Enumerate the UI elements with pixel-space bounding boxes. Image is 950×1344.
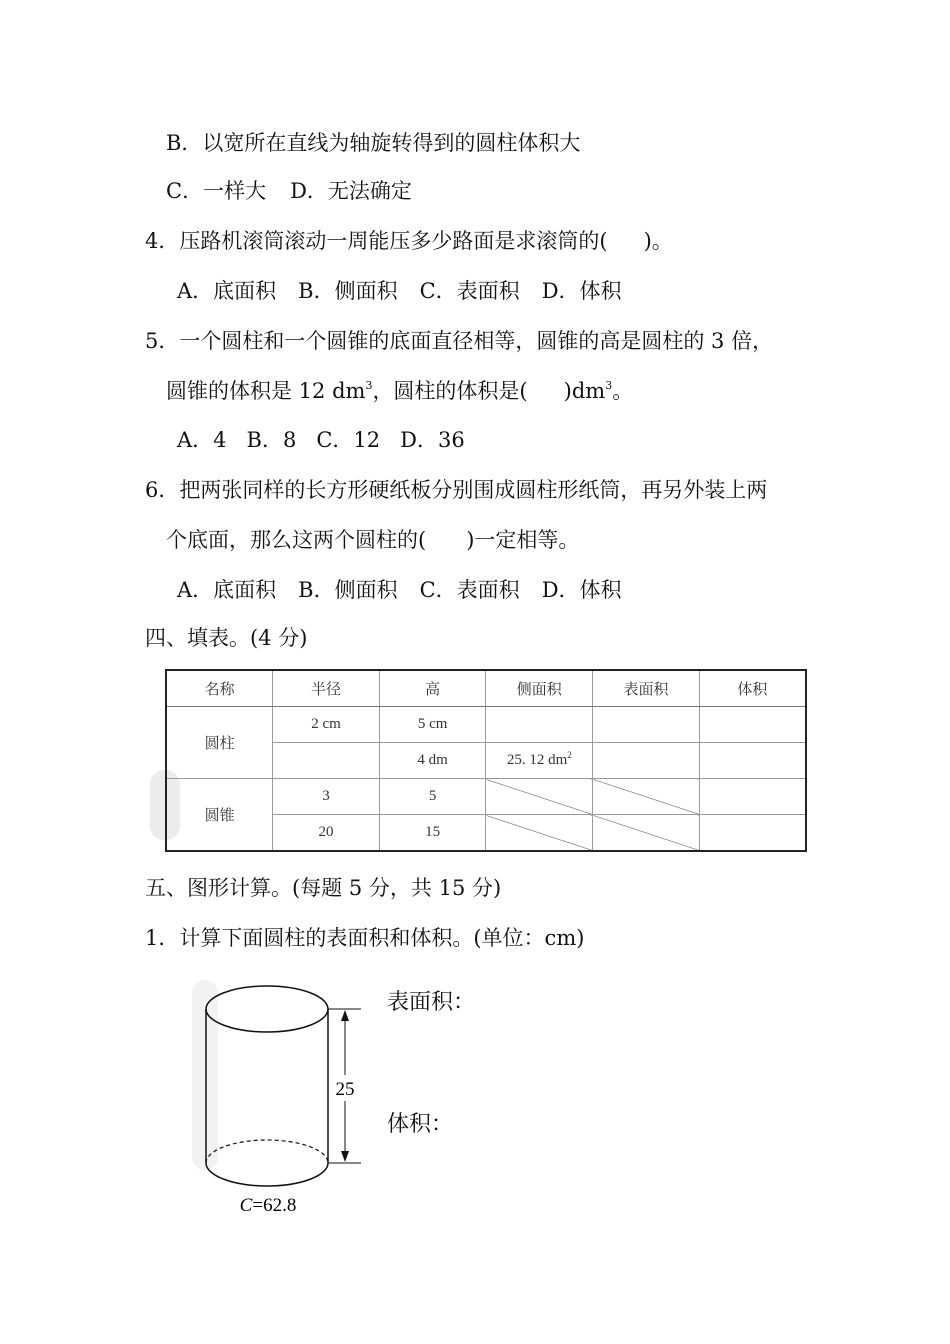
q5-line1: 5．一个圆柱和一个圆锥的底面直径相等，圆锥的高是圆柱的 3 倍， bbox=[145, 329, 774, 353]
q3-options-cd bbox=[166, 178, 412, 204]
q5-line2-c: )dm bbox=[563, 379, 606, 403]
cell-cone1-lateral-crossed bbox=[486, 779, 593, 815]
cell-cyl2-lateral bbox=[486, 743, 593, 779]
volume-label: 体积： bbox=[387, 1112, 454, 1137]
cell-cyl1-volume-blank[interactable] bbox=[699, 707, 806, 743]
q6-option-d: D．体积 bbox=[541, 578, 622, 602]
q4-option-d: D．体积 bbox=[541, 279, 622, 303]
cylinder-figure bbox=[195, 975, 375, 1225]
cell-cyl2-surface-blank[interactable] bbox=[593, 743, 700, 779]
cell-cyl1-radius: 2 cm bbox=[273, 707, 380, 743]
q5-line2-d: 。 bbox=[612, 379, 634, 403]
q5-option-d: D．36 bbox=[400, 428, 465, 452]
cell-cyl1-surface-blank[interactable] bbox=[593, 707, 700, 743]
q6-line2-after: )一定相等。 bbox=[466, 528, 580, 552]
header-surface-area: 表面积 bbox=[593, 670, 700, 707]
q6-line2 bbox=[166, 527, 579, 553]
surface-area-label: 表面积： bbox=[387, 990, 476, 1015]
fill-table bbox=[165, 669, 807, 852]
cell-cone2-height: 15 bbox=[379, 815, 486, 852]
cell-cyl2-radius-blank[interactable] bbox=[273, 743, 380, 779]
cylinder-bottom-front-arc bbox=[206, 1163, 328, 1186]
cell-cone1-volume-blank[interactable] bbox=[699, 779, 806, 815]
cell-cyl2-volume-blank[interactable] bbox=[699, 743, 806, 779]
section4-heading: 四、填表。(4 分) bbox=[145, 626, 308, 650]
q5-options bbox=[177, 427, 465, 453]
q5-option-b: B．8 bbox=[246, 428, 297, 452]
q5-line2-a: 圆锥的体积是 12 dm bbox=[166, 379, 366, 403]
q4-options bbox=[177, 278, 622, 304]
q5-exponent-2: 3 bbox=[605, 379, 613, 392]
header-volume: 体积 bbox=[699, 670, 806, 707]
table-row bbox=[166, 707, 806, 743]
cyl2-lateral-value: 25. 12 dm bbox=[506, 752, 568, 768]
cyl2-lateral-exp: 2 bbox=[567, 750, 572, 760]
q4-option-b: B．侧面积 bbox=[298, 279, 398, 303]
q6-option-a: A．底面积 bbox=[177, 578, 277, 602]
cell-cone1-surface-crossed bbox=[593, 779, 700, 815]
q3-option-c: C．一样大 bbox=[166, 179, 267, 203]
q5-option-c: C．12 bbox=[316, 428, 381, 452]
q4-stem-after: )。 bbox=[643, 229, 673, 253]
cell-cyl1-lateral-blank[interactable] bbox=[486, 707, 593, 743]
q5-line2 bbox=[166, 378, 633, 404]
cell-cyl2-height: 4 dm bbox=[379, 743, 486, 779]
header-radius: 半径 bbox=[273, 670, 380, 707]
cone-label: 圆锥 bbox=[166, 779, 273, 852]
header-height: 高 bbox=[379, 670, 486, 707]
q6-option-c: C．表面积 bbox=[419, 578, 520, 602]
height-label: 25 bbox=[335, 1079, 355, 1100]
q4-option-a: A．底面积 bbox=[177, 279, 277, 303]
q4-option-c: C．表面积 bbox=[419, 279, 520, 303]
header-lateral-area: 侧面积 bbox=[486, 670, 593, 707]
q4-stem bbox=[145, 228, 673, 254]
circumference-var: C bbox=[239, 1195, 253, 1216]
q5-option-a: A．4 bbox=[177, 428, 227, 452]
cell-cone1-radius: 3 bbox=[273, 779, 380, 815]
q6-option-b: B．侧面积 bbox=[298, 578, 398, 602]
section5-heading: 五、图形计算。(每题 5 分，共 15 分) bbox=[145, 876, 502, 900]
cylinder-top-ellipse bbox=[206, 986, 328, 1032]
header-name: 名称 bbox=[166, 670, 273, 707]
q3-option-d: D．无法确定 bbox=[290, 179, 412, 203]
height-arrow-up bbox=[341, 1010, 349, 1021]
cell-cyl1-height: 5 cm bbox=[379, 707, 486, 743]
cell-cone2-surface-crossed bbox=[593, 815, 700, 852]
q6-options bbox=[177, 577, 622, 603]
q4-stem-before: 4．压路机滚筒滚动一周能压多少路面是求滚筒的( bbox=[145, 229, 608, 253]
cell-cone2-lateral-crossed bbox=[486, 815, 593, 852]
table-row bbox=[166, 779, 806, 815]
q5-exponent: 3 bbox=[365, 379, 373, 392]
cell-cone1-height: 5 bbox=[379, 779, 486, 815]
height-arrow-down bbox=[341, 1151, 349, 1162]
q5-line2-b: ，圆柱的体积是( bbox=[372, 379, 528, 403]
cell-cone2-volume-blank[interactable] bbox=[699, 815, 806, 852]
section5-q1: 1．计算下面圆柱的表面积和体积。(单位：cm) bbox=[145, 926, 585, 950]
cell-cone2-radius: 20 bbox=[273, 815, 380, 852]
q6-line2-before: 个底面，那么这两个圆柱的( bbox=[166, 528, 427, 552]
cylinder-bottom-hidden-arc bbox=[206, 1140, 328, 1163]
circumference-value: =62.8 bbox=[252, 1195, 297, 1216]
q3-option-b: B．以宽所在直线为轴旋转得到的圆柱体积大 bbox=[166, 131, 581, 155]
cylinder-label: 圆柱 bbox=[166, 707, 273, 779]
table-header-row bbox=[166, 670, 806, 707]
circumference-label bbox=[240, 1195, 297, 1216]
q6-line1: 6．把两张同样的长方形硬纸板分别围成圆柱形纸筒，再另外装上两 bbox=[145, 478, 768, 502]
